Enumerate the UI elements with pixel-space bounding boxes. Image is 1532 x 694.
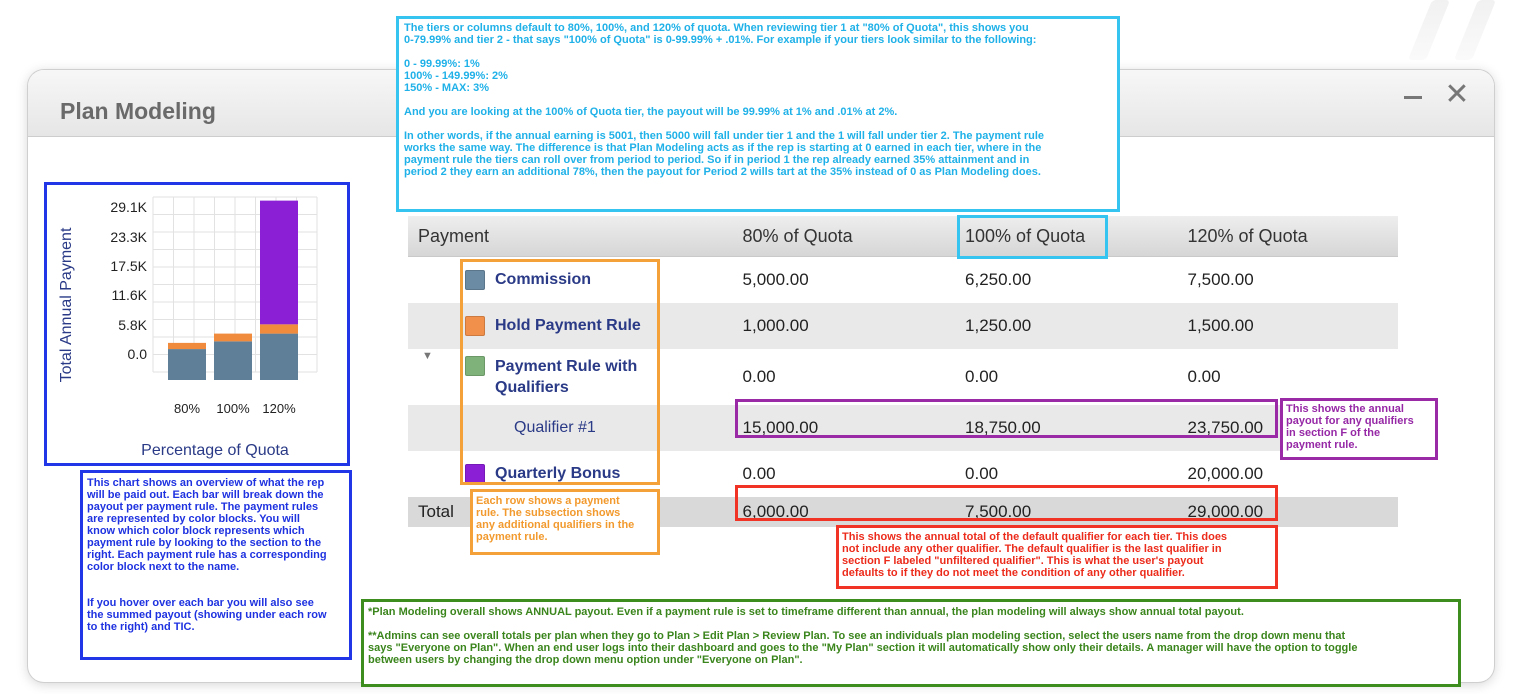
decorative-stripe: [1408, 0, 1450, 60]
row-name: Payment Rule with Qualifiers: [495, 358, 638, 396]
bar-segment: [260, 324, 298, 333]
table-row: [408, 349, 1398, 405]
row-name: Commission: [495, 271, 592, 288]
cell-120: 0.00: [1187, 367, 1221, 386]
y-axis-label: Total Annual Payment: [58, 227, 75, 383]
close-icon: ✕: [1444, 78, 1470, 111]
total-120: 29,000.00: [1176, 497, 1399, 527]
col-header-payment: Payment: [408, 216, 743, 257]
window-title: Plan Modeling: [60, 98, 216, 124]
row-name: Quarterly Bonus: [495, 465, 621, 482]
close-button[interactable]: [1444, 78, 1470, 111]
x-tick-label: 100%: [216, 401, 250, 416]
qualifier-explanation-note: This shows the annual payout for any qualifiers in section F of the payment rule.: [1280, 398, 1438, 460]
tier-explanation-note: The tiers or columns default to 80%, 100%, and 120% of quota. When reviewing tier 1 at "80% of Quota", this shows you 0-79.99% and tier 2 - that says "100% of Quota" is 0-99.99% + .01%. For example if your tiers look similar to the following: 0 - 99.99%: 1% 100% - 149.99%: 2% 150% - MAX: 3% And you are looking at the 100% of Quota tier, the payout will be 99.99% at 1% and .01% at 2%. In other words, if the annual earning is 5001, then 5000 will fall under tier 1 and the 1 will fall under tier 2. The payment rule works the same way. The difference is that Plan Modeling acts as if the rep is starting at 0 earned in each tier, where in the payment rule the tiers can roll over from period to period. So if in period 1 the rep already earned 35% attainment and in period 2 they earn an additional 78%, then the payout for Period 2 wills tart at the 35% instead of 0 as Plan Modeling does.: [396, 16, 1120, 212]
col-header-80: 80% of Quota: [743, 216, 953, 257]
cell-80: 15,000.00: [743, 405, 953, 451]
cell-100: 6,250.00: [965, 270, 1032, 289]
cell-100: 18,750.00: [953, 405, 1175, 451]
cell-80: 0.00: [742, 367, 776, 386]
x-tick-label: 80%: [173, 401, 201, 416]
qualifier-row: [408, 405, 1398, 451]
general-info-note: *Plan Modeling overall shows ANNUAL payout. Even if a payment rule is set to timeframe different than annual, the plan modeling will always show annual total payout. **Admins can see overall totals per plan when they go to Plan > Edit Plan > Review Plan. To see an individuals plan modeling section, select the users name from the drop down menu that says "Everyone on Plan". When an end user logs into their dashboard and goes to the "My Plan" section it will automatically show only their details. A manager will have the option to toggle between users by changing the drop down menu option under "Everyone on Plan".: [361, 599, 1461, 687]
qualifier-name: Qualifier #1: [408, 405, 743, 451]
cell-100: 1,250.00: [953, 303, 1175, 349]
cell-80: 1,000.00: [743, 303, 953, 349]
total-label: Total: [408, 497, 743, 527]
payment-table: [408, 216, 1398, 527]
y-tick-label: 23.3K: [110, 229, 147, 245]
bar-segment: [168, 349, 206, 380]
cell-100: 0.00: [965, 464, 999, 483]
total-80: 6,000.00: [743, 497, 953, 527]
payout-chart: [44, 182, 350, 466]
bar-segment: [214, 341, 252, 380]
cell-80: 5,000.00: [742, 270, 809, 289]
cell-120: 1,500.00: [1176, 303, 1399, 349]
table-row: [408, 257, 1398, 304]
table-header-row: [408, 216, 1398, 257]
minus-icon: [1404, 96, 1422, 99]
col-header-120: 120% of Quota: [1176, 216, 1399, 257]
bar-segment: [260, 334, 298, 380]
hold-payment-color-block: [465, 316, 485, 336]
y-tick-label: 29.1K: [110, 199, 147, 215]
x-axis-label: Percentage of Quota: [141, 442, 289, 459]
col-header-100: 100% of Quota: [953, 216, 1175, 257]
cell-120: 20,000.00: [1187, 464, 1264, 483]
cell-120: 23,750.00: [1176, 405, 1399, 451]
bar-segment: [214, 334, 252, 342]
y-tick-label: 17.5K: [110, 258, 147, 274]
chart-explanation-note: This chart shows an overview of what the rep will be paid out. Each bar will break down the payout per payment rule. The payment rules are represented by color blocks. You will know which color block represents which payment rule by looking to the section to the right. Each payment rule has a corresponding color block next to the name. If you hover over each bar you will also see the summed payout (showing under each row to the right) and TIC.: [80, 470, 352, 660]
total-100: 7,500.00: [953, 497, 1175, 527]
collapse-triangle-icon[interactable]: ▼: [422, 350, 433, 362]
table-row: [408, 303, 1398, 349]
qualifier-rule-color-block: [465, 356, 485, 376]
y-tick-label: 11.6K: [111, 287, 147, 303]
commission-color-block: [465, 270, 485, 290]
minimize-button[interactable]: [1404, 84, 1426, 106]
decorative-stripe: [1454, 0, 1496, 60]
row-name: Hold Payment Rule: [495, 317, 641, 334]
bar-segment: [168, 343, 206, 349]
cell-120: 7,500.00: [1187, 270, 1254, 289]
bar-segment: [260, 201, 298, 325]
y-tick-label: 5.8K: [118, 317, 147, 333]
rows-explanation-note: Each row shows a payment rule. The subsection shows any additional qualifiers in the payment rule.: [470, 489, 660, 555]
total-explanation-note: This shows the annual total of the default qualifier for each tier. This does not include any other qualifier. The default qualifier is the last qualifier in section F labeled "unfiltered qualifier". This is what the user's payout defaults to if they do not meet the condition of any other qualifier.: [836, 525, 1278, 589]
quarterly-bonus-color-block: [465, 464, 485, 484]
cell-80: 0.00: [742, 464, 776, 483]
y-tick-label: 0.0: [127, 346, 147, 362]
chart-canvas: [47, 185, 347, 463]
x-tick-label: 120%: [262, 401, 296, 416]
cell-100: 0.00: [965, 367, 999, 386]
